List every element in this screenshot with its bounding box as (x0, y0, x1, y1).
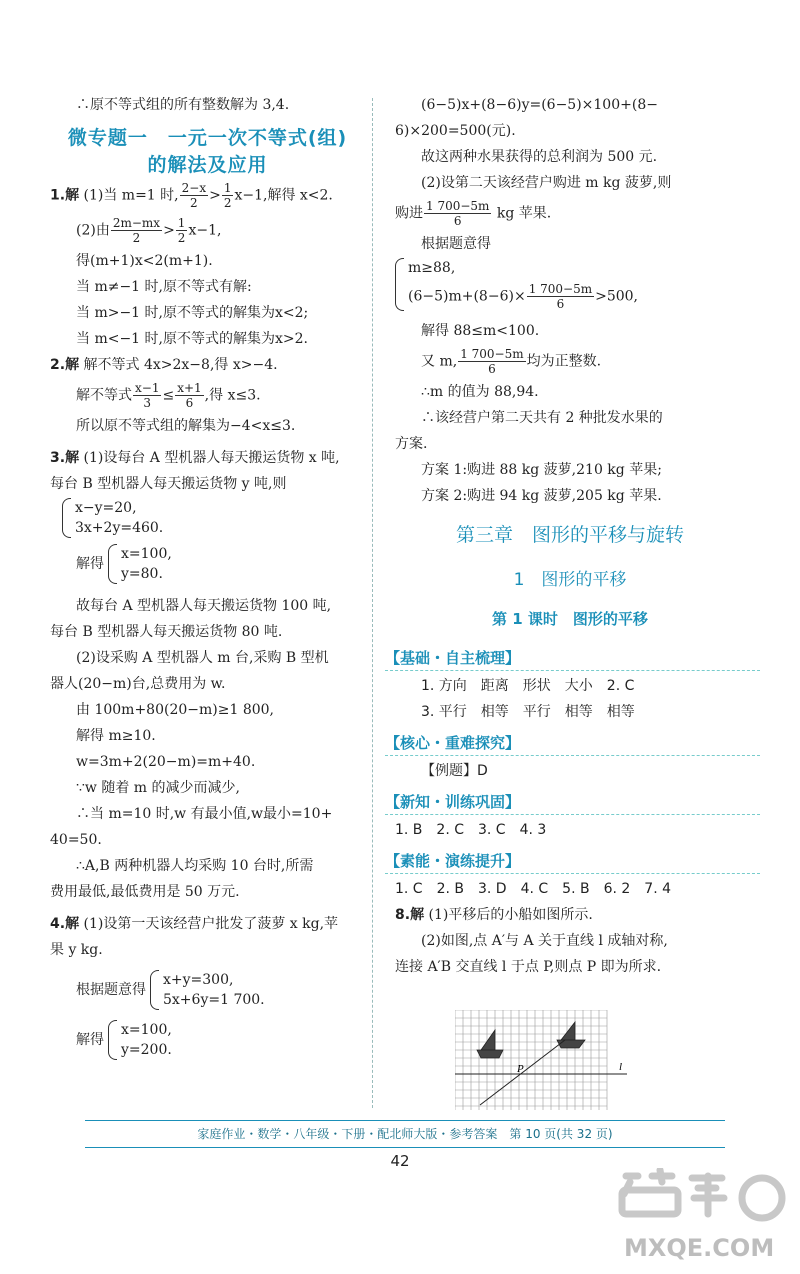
q2-line1 (50, 355, 365, 375)
text: >500, (595, 288, 639, 305)
q8-line1 (395, 905, 745, 925)
text: (6−5)m+(8−6)× (408, 288, 526, 305)
q3-line8: 解得 m≥10. (76, 728, 156, 744)
lesson-title: 第 1 课时 图形的平移 (492, 610, 648, 628)
r-line5 (395, 199, 745, 228)
band-new-knowledge: 【新知・训练巩固】 (385, 793, 521, 811)
r-line6: 根据题意得 (421, 236, 491, 252)
r-line13: 方案 2:购进 94 kg 菠萝,205 kg 苹果. (421, 488, 662, 504)
brace (108, 544, 117, 584)
q3-line4: 每台 B 型机器人每天搬运货物 80 吨. (50, 624, 283, 640)
text-line: ∴原不等式组的所有整数解为 3,4. (76, 97, 290, 113)
translation-grid-figure (455, 1010, 630, 1110)
text: 解不等式 (76, 387, 132, 404)
answers-basics-2: 3. 平行 相等 平行 相等 相等 (421, 704, 635, 720)
band-core: 【核心・重难探究】 (385, 734, 521, 752)
text: (1)平移后的小船如图所示. (428, 907, 593, 923)
q2-line3: 所以原不等式组的解集为−4<x≤3. (76, 418, 296, 434)
q1-line5: 当 m>−1 时,原不等式的解集为x<2; (76, 305, 309, 321)
denominator: 2 (190, 196, 198, 210)
right-column (385, 95, 745, 977)
numerator: 1 (177, 216, 186, 230)
q3-line6: 器人(20−m)台,总费用为 w. (50, 676, 226, 692)
q3-line10: ∵w 随着 m 的减少而减少, (76, 780, 240, 796)
r-line12: 方案 1:购进 88 kg 菠萝,210 kg 苹果; (421, 462, 662, 478)
fraction (133, 381, 161, 410)
q1-line1 (50, 181, 365, 210)
answers-ability: 1. C 2. B 3. D 4. C 5. B 6. 2 7. 4 (395, 881, 672, 897)
numerator: x−1 (135, 381, 160, 395)
numerator: 1 700−5m (528, 282, 593, 296)
q3-line3: 故每台 A 型机器人每天搬运货物 100 吨, (76, 598, 332, 614)
fraction (111, 216, 162, 245)
text: ,得 x≤3. (204, 387, 261, 404)
brace (108, 1020, 117, 1060)
r-line9: ∴m 的值为 88,94. (421, 384, 539, 400)
label-p: P (517, 1063, 524, 1075)
topic-title (50, 123, 365, 177)
q3-line2: 每台 B 型机器人每天搬运货物 y 吨,则 (50, 476, 287, 492)
r-line3: 故这两种水果获得的总利润为 500 元. (421, 149, 658, 165)
column-divider (372, 98, 373, 1108)
left-column (50, 95, 365, 1068)
question-number: 1. (50, 187, 66, 204)
q4-line1 (50, 914, 365, 934)
q3-line7: 由 100m+80(20−m)≥1 800, (76, 702, 274, 718)
text: 解得 (76, 556, 104, 572)
section-title: 1 图形的平移 (513, 570, 627, 590)
text: 解得 (76, 1032, 104, 1048)
equation: x=100, (121, 1022, 172, 1038)
question-number: 4. (50, 916, 66, 932)
text: ≤ (162, 387, 175, 404)
denominator: 6 (185, 396, 194, 410)
text: 根据题意得 (76, 982, 146, 998)
text: kg 苹果. (496, 205, 552, 222)
numerator: 2−x (181, 181, 207, 195)
r-line10: ∴该经营户第二天共有 2 种批发水果的 (421, 410, 663, 426)
question-number: 8. (395, 907, 411, 923)
answers-basics-1: 1. 方向 距离 形状 大小 2. C (421, 678, 635, 694)
r-line2: 6)×200=500(元). (395, 123, 516, 139)
denominator: 2 (177, 231, 186, 245)
denominator: 2 (132, 231, 141, 245)
denominator: 6 (453, 214, 462, 228)
watermark-text: MXQE.COM (624, 1234, 775, 1262)
inequality: m≥88, (408, 260, 456, 276)
fraction (176, 216, 188, 245)
band-basics: 【基础・自主梳理】 (385, 649, 521, 667)
q8-line2: (2)如图,点 A′与 A 关于直线 l 成轴对称, (421, 933, 668, 949)
text: (1)设每台 A 型机器人每天搬运货物 x 吨, (83, 450, 340, 466)
numerator: 1 (223, 181, 232, 195)
solution-system (50, 1020, 365, 1060)
text: (1)设第一天该经营户批发了菠萝 x kg,苹 (83, 916, 339, 932)
equation: x+y=300, (163, 972, 234, 988)
q3-line11: ∴当 m=10 时,w 有最小值,w最小=10+ (76, 806, 333, 822)
q3-line5: (2)设采购 A 型机器人 m 台,采购 B 型机 (76, 650, 329, 666)
answer-lead: 解 (65, 916, 80, 932)
label-l: l (619, 1061, 623, 1073)
r-line7: 解得 88≤m<100. (421, 323, 540, 339)
footer-band: 家庭作业・数学・八年级・下册・配北师大版・参考答案 第 10 页(共 32 页) (85, 1120, 725, 1148)
question-number: 3. (50, 450, 66, 466)
answers-core: 【例题】D (421, 763, 488, 779)
q1-line4: 当 m≠−1 时,原不等式有解: (76, 279, 252, 295)
answers-new-knowledge: 1. B 2. C 3. C 4. 3 (395, 822, 547, 838)
q3-line14: 费用最低,最低费用是 50 万元. (50, 884, 240, 900)
page-number: 42 (390, 1152, 410, 1170)
q8-line3: 连接 A′B 交直线 l 于点 P,则点 P 即为所求. (395, 959, 662, 975)
equation: y=200. (121, 1042, 172, 1058)
r-line1: (6−5)x+(8−6)y=(6−5)×100+(8− (421, 97, 658, 113)
text: > (163, 222, 175, 239)
topic-title-line2: 的解法及应用 (147, 154, 268, 176)
equation: 3x+2y=460. (75, 520, 164, 536)
q3-line9: w=3m+2(20−m)=m+40. (76, 754, 256, 770)
solution-system (50, 544, 365, 584)
band-ability: 【素能・演练提升】 (385, 852, 521, 870)
answer-lead: 解 (410, 907, 425, 923)
q2-line2 (50, 381, 365, 410)
equation: y=80. (121, 566, 163, 582)
equation: x=100, (121, 546, 172, 562)
denominator: 6 (556, 297, 565, 311)
q3-line1 (50, 448, 365, 468)
fraction (424, 199, 491, 228)
equation-system (62, 498, 365, 538)
equation: 5x+6y=1 700. (163, 992, 265, 1008)
q3-line12: 40=50. (50, 832, 102, 848)
numerator: 2m−mx (112, 216, 161, 230)
text: (2)由 (76, 222, 110, 239)
text: x−1,解得 x<2. (234, 187, 333, 204)
answer-lead: 解 (65, 450, 80, 466)
equation-system (50, 970, 365, 1010)
chapter-title: 第三章 图形的平移与旋转 (455, 524, 684, 546)
answer-lead: 解 (65, 187, 80, 204)
boat-shapes (477, 1022, 585, 1058)
text: > (209, 187, 221, 204)
topic-title-line1: 微专题一 一元一次不等式(组) (67, 127, 348, 149)
fraction (180, 181, 208, 210)
inequality-system (395, 258, 745, 311)
text: (1)当 m=1 时, (83, 187, 179, 204)
watermark-logo (612, 1168, 792, 1268)
numerator: 1 700−5m (460, 347, 524, 361)
fraction (175, 381, 203, 410)
q4-line2: 果 y kg. (50, 942, 103, 958)
inequality (408, 282, 638, 311)
denominator: 3 (143, 396, 152, 410)
fraction (527, 282, 594, 311)
q1-line3: 得(m+1)x<2(m+1). (76, 253, 213, 269)
text: 又 m, (421, 353, 458, 370)
numerator: x+1 (177, 381, 202, 395)
denominator: 2 (223, 196, 232, 210)
fraction (458, 347, 525, 376)
brace (395, 258, 404, 311)
equation: x−y=20, (75, 500, 137, 516)
numerator: 1 700−5m (426, 199, 490, 213)
text: 解不等式 4x>2x−8,得 x>−4. (83, 357, 278, 373)
q1-line6: 当 m<−1 时,原不等式的解集为x>2. (76, 331, 308, 347)
q3-line13: ∴A,B 两种机器人均采购 10 台时,所需 (76, 858, 314, 874)
brace (62, 498, 71, 538)
fraction (222, 181, 234, 210)
question-number: 2. (50, 357, 66, 373)
denominator: 6 (488, 362, 496, 376)
answer-lead: 解 (65, 357, 80, 373)
text: 均为正整数. (526, 353, 602, 370)
brace (150, 970, 159, 1010)
r-line8 (395, 347, 745, 376)
text: 购进 (395, 205, 423, 222)
q1-line2 (50, 216, 365, 245)
r-line11: 方案. (395, 436, 428, 452)
text: x−1, (188, 222, 222, 239)
r-line4: (2)设第二天该经营户购进 m kg 菠萝,则 (421, 175, 672, 191)
